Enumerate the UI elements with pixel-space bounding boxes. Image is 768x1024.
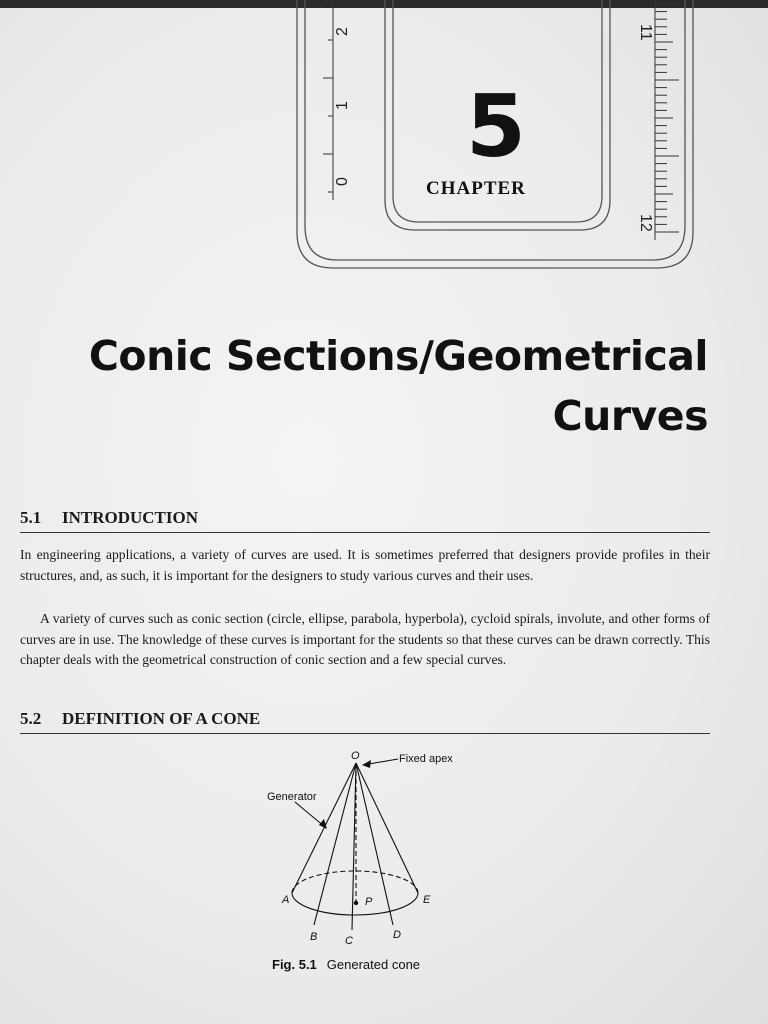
generator-line-b	[314, 763, 356, 925]
chapter-title-line-2: Curves	[552, 392, 708, 440]
chapter-title-line-1: Conic Sections/Geometrical	[88, 332, 708, 380]
point-p	[354, 901, 358, 905]
label-b: B	[310, 931, 318, 943]
label-d: D	[393, 929, 401, 941]
fixed-apex-arrowhead	[362, 760, 371, 768]
chapter-number: 5	[466, 77, 526, 177]
figure-caption	[272, 957, 420, 972]
section-heading-definition-of-cone	[20, 709, 710, 734]
chapter-label: CHAPTER	[426, 178, 526, 199]
figure-caption-text: Generated cone	[326, 957, 421, 972]
paragraph: A variety of curves such as conic section (circle, ellipse, parabola, hyperbola), cycloid spirals, involute, and other forms of curves are in use. The knowledge of these curves is important for the students so that these curves can be drawn correctly. This chapter deals with the geometrical construction of conic section and a few special curves.	[20, 611, 710, 667]
section-number: 5.1	[20, 508, 42, 527]
label-e: E	[423, 894, 431, 906]
ruler-number-12: 12	[637, 214, 654, 232]
figure-number: Fig. 5.1	[272, 957, 317, 972]
ruler-number-11: 11	[637, 24, 654, 41]
base-ellipse-back	[292, 871, 418, 893]
cone-left-edge	[292, 763, 356, 893]
label-p: P	[365, 896, 373, 908]
cone-right-edge	[356, 763, 418, 893]
ruler-number-1: 1	[334, 101, 351, 110]
cone-figure	[240, 745, 480, 955]
ruler-number-0: 0	[334, 177, 351, 186]
section-number: 5.2	[20, 709, 42, 728]
label-generator: Generator	[267, 791, 317, 803]
generator-line-d	[356, 763, 393, 925]
label-o: O	[351, 750, 360, 762]
section-heading-introduction	[20, 508, 710, 533]
ruler-number-2: 2	[334, 27, 351, 36]
label-a: A	[282, 894, 290, 906]
paragraph: In engineering applications, a variety of curves are used. It is sometimes preferred that designers provide profiles in their structures, and, as such, it is important for the designers to study various curves and their uses.	[20, 547, 710, 583]
section-title: INTRODUCTION	[62, 508, 199, 527]
label-c: C	[345, 935, 353, 947]
label-fixed-apex: Fixed apex	[399, 753, 453, 765]
section-title: DEFINITION OF A CONE	[62, 709, 261, 728]
